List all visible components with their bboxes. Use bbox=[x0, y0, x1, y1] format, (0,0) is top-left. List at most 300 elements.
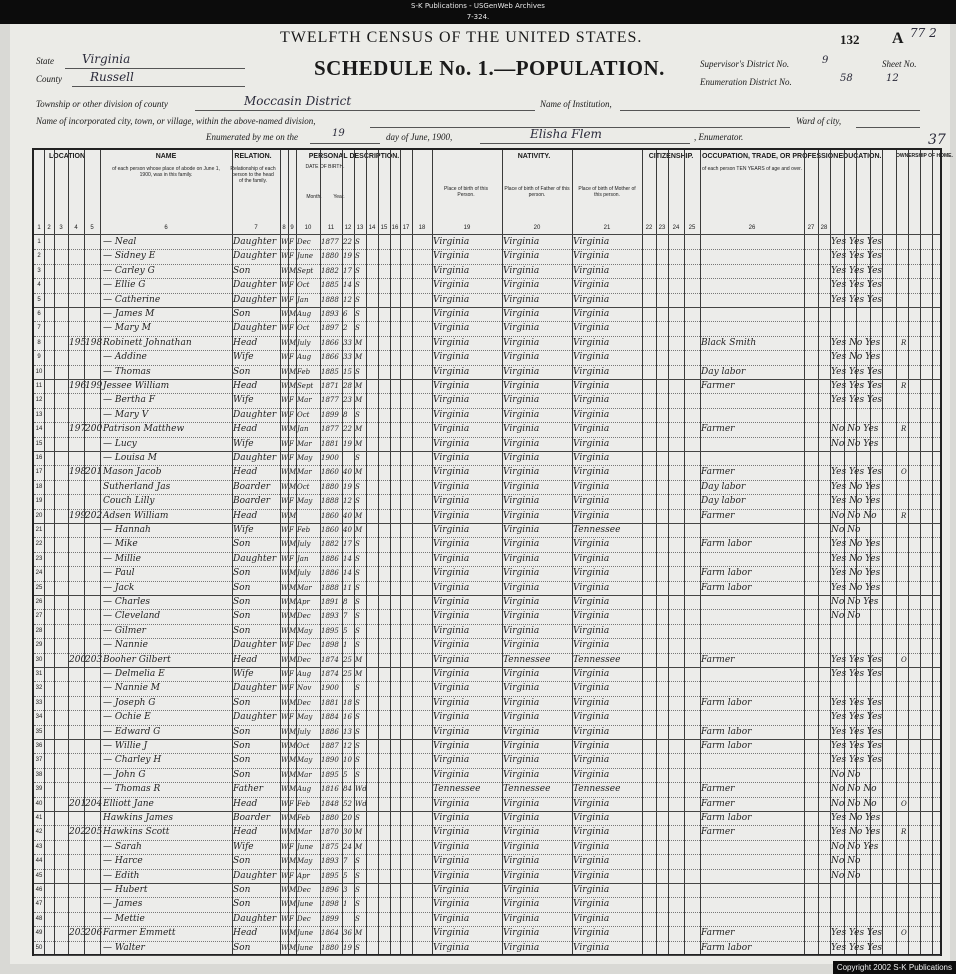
cell-mother: Virginia bbox=[573, 294, 610, 305]
cell-mother: Virginia bbox=[573, 568, 610, 579]
cell-line: 3 bbox=[37, 267, 41, 274]
cell-educ: No No Yes bbox=[831, 841, 879, 852]
cell-own: R bbox=[901, 828, 907, 837]
cell-year: 1881 bbox=[321, 439, 339, 448]
cell-occupation: Day labor bbox=[701, 496, 746, 507]
cell-dwelling bbox=[69, 494, 83, 508]
cell-father: Virginia bbox=[503, 539, 540, 550]
cell-educ: Yes Yes Yes bbox=[831, 741, 883, 751]
cell-educ bbox=[831, 681, 891, 695]
year-label: Year. bbox=[333, 194, 345, 200]
cell-own: O bbox=[901, 655, 907, 664]
table-row bbox=[34, 753, 940, 767]
cell-relation: Boarder bbox=[233, 813, 271, 823]
cell-birth: Virginia bbox=[433, 712, 470, 723]
cell-mother: Virginia bbox=[573, 885, 610, 895]
cell-educ: No No bbox=[831, 611, 861, 622]
cell-line: 48 bbox=[35, 915, 43, 922]
cell-year: 1890 bbox=[321, 756, 339, 765]
cell-birth: Virginia bbox=[433, 309, 470, 319]
cell-mother: Virginia bbox=[573, 769, 610, 780]
cell-own bbox=[901, 897, 911, 911]
cell-mother: Virginia bbox=[573, 726, 610, 737]
cell-name: Hawkins Scott bbox=[103, 827, 170, 838]
cell-educ: Yes Yes Yes bbox=[831, 381, 883, 391]
cell-color: W bbox=[281, 727, 289, 736]
cell-color: W bbox=[281, 742, 289, 750]
enumeration-label: Enumeration District No. bbox=[700, 77, 792, 87]
cell-age: 11 bbox=[343, 583, 352, 592]
cell-month: Dec bbox=[297, 641, 311, 650]
cell-own bbox=[901, 725, 911, 739]
cell-family bbox=[85, 725, 99, 739]
cell-month: Mar bbox=[297, 468, 312, 477]
cell-dwelling bbox=[69, 897, 83, 911]
cell-mother: Virginia bbox=[573, 481, 610, 492]
cell-birth: Virginia bbox=[433, 481, 470, 492]
group-personal: PERSONAL DESCRIPTION. bbox=[308, 153, 400, 160]
cell-age: 40 bbox=[343, 468, 352, 477]
cell-color: W bbox=[281, 554, 289, 563]
cell-father: Virginia bbox=[503, 669, 540, 679]
cell-sex: F bbox=[289, 526, 294, 534]
cell-family bbox=[85, 782, 99, 796]
cell-marital: S bbox=[355, 900, 360, 909]
cell-dwelling bbox=[69, 437, 83, 451]
cell-own bbox=[901, 869, 911, 883]
cell-color: W bbox=[281, 799, 289, 808]
cell-name: — Jack bbox=[103, 582, 135, 593]
cell-sex: M bbox=[289, 598, 297, 606]
cell-age: 16 bbox=[343, 713, 352, 722]
cell-year: 1866 bbox=[321, 353, 339, 362]
cell-father: Virginia bbox=[503, 741, 540, 751]
cell-marital: M bbox=[355, 353, 363, 362]
cell-father: Virginia bbox=[503, 323, 540, 334]
cell-mother: Virginia bbox=[573, 625, 610, 636]
cell-relation: Daughter bbox=[233, 409, 277, 420]
cell-father: Virginia bbox=[503, 755, 540, 766]
cell-family bbox=[85, 883, 99, 897]
cell-line: 16 bbox=[35, 455, 43, 461]
table-row bbox=[34, 235, 940, 249]
cell-mother: Virginia bbox=[573, 323, 610, 334]
cell-name: — Ochie E bbox=[103, 712, 151, 723]
table-row bbox=[34, 365, 940, 379]
cell-relation: Son bbox=[233, 568, 251, 579]
cell-father: Virginia bbox=[503, 395, 540, 406]
cell-family bbox=[85, 581, 99, 595]
cell-birth: Virginia bbox=[433, 366, 470, 377]
cell-own bbox=[901, 437, 911, 451]
cell-dwelling bbox=[69, 480, 83, 494]
cell-color: W bbox=[281, 295, 289, 304]
table-row bbox=[34, 336, 940, 350]
cell-color: W bbox=[281, 842, 289, 851]
cell-dwelling bbox=[69, 365, 83, 379]
cell-line: 45 bbox=[35, 872, 43, 879]
cell-educ: No No bbox=[831, 870, 861, 881]
cell-relation: Head bbox=[233, 467, 258, 478]
cell-father: Virginia bbox=[503, 438, 540, 449]
cell-line: 47 bbox=[35, 901, 43, 908]
cell-color: W bbox=[281, 281, 289, 290]
cell-color: W bbox=[281, 943, 289, 952]
cell-birth: Virginia bbox=[433, 467, 470, 478]
census-table bbox=[32, 148, 953, 956]
group-ownership: OWNERSHIP OF HOME. bbox=[896, 153, 953, 159]
cell-marital: S bbox=[355, 598, 360, 606]
cell-marital: S bbox=[355, 454, 360, 462]
cell-marital: S bbox=[355, 943, 360, 952]
cell-birth: Virginia bbox=[433, 251, 470, 262]
cell-mother: Virginia bbox=[573, 899, 610, 910]
cell-birth: Virginia bbox=[433, 237, 470, 247]
cell-marital: S bbox=[355, 569, 360, 578]
cell-relation: Head bbox=[233, 827, 258, 838]
cell-month: May bbox=[297, 857, 313, 866]
cell-mother: Virginia bbox=[573, 841, 610, 852]
cell-month: Dec bbox=[297, 238, 311, 246]
table-row bbox=[34, 941, 940, 955]
nativity-mother-label: Place of birth of Mother of this person. bbox=[578, 186, 636, 198]
cell-birth: Virginia bbox=[433, 697, 470, 708]
cell-color: W bbox=[281, 468, 289, 477]
cell-dwelling bbox=[69, 739, 83, 753]
cell-color: W bbox=[281, 396, 289, 405]
cell-occupation: Farm labor bbox=[701, 582, 752, 593]
cell-mother: Virginia bbox=[573, 510, 610, 521]
cell-name: Farmer Emmett bbox=[103, 928, 176, 939]
cell-dwelling bbox=[69, 624, 83, 638]
cell-educ bbox=[831, 321, 891, 335]
cell-occupation: Farmer bbox=[701, 827, 735, 838]
cell-educ: Yes Yes Yes bbox=[831, 669, 883, 679]
cell-dwelling bbox=[69, 869, 83, 883]
cell-mother: Virginia bbox=[573, 251, 610, 262]
cell-occupation bbox=[701, 293, 803, 307]
cell-dwelling bbox=[69, 811, 83, 825]
cell-occupation bbox=[701, 523, 803, 537]
cell-father: Virginia bbox=[503, 352, 540, 363]
cell-family bbox=[85, 350, 99, 364]
cell-marital: S bbox=[355, 497, 360, 506]
cell-family bbox=[85, 408, 99, 422]
column-number: 9 bbox=[290, 225, 294, 231]
cell-color: W bbox=[281, 929, 289, 938]
cell-year: 1888 bbox=[321, 583, 339, 592]
cell-father: Virginia bbox=[503, 928, 540, 939]
cell-educ bbox=[831, 408, 891, 422]
cell-age: 33 bbox=[343, 338, 352, 347]
cell-mother: Virginia bbox=[573, 424, 610, 435]
cell-birth: Virginia bbox=[433, 827, 470, 838]
cell-month: July bbox=[297, 569, 311, 578]
cell-sex: M bbox=[289, 756, 297, 765]
cell-educ bbox=[831, 624, 891, 638]
cell-year: 1864 bbox=[321, 929, 339, 938]
column-number: 28 bbox=[820, 225, 828, 231]
cell-family bbox=[85, 278, 99, 292]
cell-name: Booher Gilbert bbox=[103, 654, 171, 665]
cell-dwelling: 195 bbox=[69, 337, 87, 348]
cell-age: 12 bbox=[343, 742, 352, 750]
cell-name: — Bertha F bbox=[103, 395, 155, 406]
cell-sex: M bbox=[289, 266, 297, 275]
table-row bbox=[34, 451, 940, 465]
table-row bbox=[34, 422, 940, 436]
cell-year: 1848 bbox=[321, 799, 339, 808]
cell-educ: Yes No Yes bbox=[831, 496, 881, 507]
cell-sex: F bbox=[289, 238, 294, 246]
cell-marital: M bbox=[355, 526, 363, 534]
cell-year: 1870 bbox=[321, 828, 339, 837]
column-number: 11 bbox=[327, 225, 335, 231]
cell-month: Dec bbox=[297, 698, 311, 707]
cell-educ: No No No bbox=[831, 510, 877, 521]
table-row bbox=[34, 840, 940, 854]
cell-sex: F bbox=[289, 396, 294, 405]
cell-own bbox=[901, 393, 911, 407]
cell-year: 1900 bbox=[321, 454, 339, 462]
cell-marital: S bbox=[355, 770, 360, 779]
column-number: 10 bbox=[304, 225, 312, 231]
cell-month: May bbox=[297, 497, 313, 506]
cell-educ: Yes Yes Yes bbox=[831, 280, 883, 291]
table-row bbox=[34, 710, 940, 724]
cell-relation: Head bbox=[233, 381, 258, 391]
table-row bbox=[34, 278, 940, 292]
cell-name: — Carley G bbox=[103, 265, 155, 276]
cell-educ: No No Yes bbox=[831, 597, 879, 607]
table-row bbox=[34, 725, 940, 739]
cell-age: 25 bbox=[343, 670, 352, 678]
cell-own bbox=[901, 609, 911, 623]
cell-age: 40 bbox=[343, 526, 352, 534]
cell-father: Virginia bbox=[503, 611, 540, 622]
cell-month: July bbox=[297, 540, 311, 549]
group-name: NAME bbox=[155, 153, 177, 160]
cell-name: — James M bbox=[103, 309, 155, 319]
cell-age: 14 bbox=[343, 554, 352, 563]
cell-color: W bbox=[281, 497, 289, 506]
cell-family bbox=[85, 437, 99, 451]
cell-family bbox=[85, 537, 99, 551]
cell-year: 1880 bbox=[321, 814, 339, 822]
cell-relation: Boarder bbox=[233, 481, 271, 492]
cell-year: 1899 bbox=[321, 410, 339, 419]
schedule-title: SCHEDULE No. 1.—POPULATION. bbox=[314, 56, 665, 80]
cell-dwelling bbox=[69, 912, 83, 926]
cell-birth: Virginia bbox=[433, 640, 470, 651]
cell-marital: M bbox=[355, 842, 363, 851]
day-of-label: day of June, 1900, bbox=[386, 132, 453, 142]
cell-dwelling bbox=[69, 408, 83, 422]
cell-name: — Charles bbox=[103, 597, 151, 607]
column-number: 19 bbox=[463, 225, 471, 231]
cell-own: O bbox=[901, 929, 907, 938]
cell-own bbox=[901, 264, 911, 278]
cell-marital: M bbox=[355, 382, 363, 390]
cell-educ: Yes Yes Yes bbox=[831, 467, 883, 478]
cell-month: June bbox=[297, 943, 313, 952]
cell-age: 1 bbox=[343, 641, 348, 650]
cell-occupation bbox=[701, 552, 803, 566]
table-row bbox=[34, 408, 940, 422]
cell-sex: M bbox=[289, 857, 297, 866]
cell-year: 1885 bbox=[321, 367, 339, 376]
cell-family bbox=[85, 307, 99, 321]
cell-year: 1816 bbox=[321, 785, 339, 794]
cell-mother: Virginia bbox=[573, 928, 610, 939]
cell-year: 1896 bbox=[321, 886, 339, 894]
enumeration-value: 58 bbox=[840, 73, 853, 84]
cell-birth: Virginia bbox=[433, 769, 470, 780]
table-row bbox=[34, 681, 940, 695]
cell-occupation: Farm labor bbox=[701, 539, 752, 550]
cell-line: 20 bbox=[35, 512, 43, 519]
cell-sex: M bbox=[289, 482, 297, 491]
cell-marital: M bbox=[355, 670, 363, 678]
cell-own: R bbox=[901, 338, 907, 347]
cell-occupation bbox=[701, 624, 803, 638]
cell-educ: No No bbox=[831, 525, 861, 535]
cell-mother: Virginia bbox=[573, 582, 610, 593]
cell-birth: Virginia bbox=[433, 654, 470, 665]
cell-age: 5 bbox=[343, 626, 348, 635]
cell-month: July bbox=[297, 338, 311, 347]
cell-sex: F bbox=[289, 713, 294, 722]
cell-name: Mason Jacob bbox=[103, 467, 162, 478]
cell-month: Aug bbox=[297, 353, 312, 362]
cell-educ: Yes Yes Yes bbox=[831, 251, 883, 262]
cell-name: — Millie bbox=[103, 553, 141, 564]
cell-color: W bbox=[281, 900, 289, 909]
cell-father: Virginia bbox=[503, 769, 540, 780]
cell-marital: Wd bbox=[355, 799, 367, 808]
cell-relation: Daughter bbox=[233, 712, 277, 723]
cell-name: Jessee William bbox=[103, 381, 170, 391]
cell-birth: Virginia bbox=[433, 942, 470, 953]
cell-birth: Virginia bbox=[433, 582, 470, 593]
cell-line: 12 bbox=[35, 397, 43, 404]
cell-father: Virginia bbox=[503, 568, 540, 579]
cell-own bbox=[901, 451, 911, 465]
cell-family bbox=[85, 624, 99, 638]
cell-age: 22 bbox=[343, 425, 352, 434]
page-letter: A bbox=[892, 30, 904, 47]
cell-relation: Son bbox=[233, 582, 251, 593]
cell-year: 1897 bbox=[321, 324, 339, 333]
cell-marital: S bbox=[355, 252, 360, 261]
table-row bbox=[34, 912, 940, 926]
cell-relation: Daughter bbox=[233, 640, 277, 651]
cell-marital: M bbox=[355, 468, 363, 477]
cell-year: 1895 bbox=[321, 871, 339, 880]
cell-month: May bbox=[297, 454, 313, 462]
cell-sex: M bbox=[289, 612, 297, 621]
state-value: Virginia bbox=[82, 52, 131, 66]
cell-relation: Boarder bbox=[233, 496, 271, 507]
cell-name: — Delmelia E bbox=[103, 669, 165, 679]
cell-color: W bbox=[281, 914, 289, 923]
ward-label: Ward of city, bbox=[796, 116, 842, 126]
cell-name: — Mary V bbox=[103, 409, 149, 420]
table-row bbox=[34, 437, 940, 451]
cell-family bbox=[85, 235, 99, 249]
cell-mother: Tennessee bbox=[573, 784, 621, 795]
cell-relation: Wife bbox=[233, 438, 254, 449]
cell-own bbox=[901, 840, 911, 854]
cell-year: 1899 bbox=[321, 914, 339, 923]
cell-line: 49 bbox=[35, 930, 43, 937]
cell-name: — Nannie bbox=[103, 640, 148, 651]
cell-father: Tennessee bbox=[503, 654, 551, 665]
cell-line: 34 bbox=[35, 714, 43, 721]
cell-age: 23 bbox=[343, 396, 352, 405]
cell-line: 42 bbox=[35, 829, 43, 836]
cell-educ: Yes Yes Yes bbox=[831, 294, 883, 305]
cell-age: 14 bbox=[343, 569, 352, 578]
cell-mother: Virginia bbox=[573, 409, 610, 420]
enumerated-day: 19 bbox=[332, 128, 345, 139]
cell-birth: Virginia bbox=[433, 741, 470, 751]
cell-line: 44 bbox=[35, 858, 43, 865]
cell-year: 1898 bbox=[321, 900, 339, 909]
cell-relation: Son bbox=[233, 539, 251, 550]
cell-educ: Yes Yes Yes bbox=[831, 726, 883, 737]
cell-sex: M bbox=[289, 900, 297, 909]
cell-birth: Virginia bbox=[433, 525, 470, 535]
cell-color: W bbox=[281, 353, 289, 362]
column-number: 15 bbox=[380, 225, 388, 231]
cell-mother: Virginia bbox=[573, 366, 610, 377]
cell-sex: M bbox=[289, 886, 297, 894]
cell-year: 1884 bbox=[321, 713, 339, 722]
cell-own bbox=[901, 566, 911, 580]
cell-father: Virginia bbox=[503, 381, 540, 391]
institution-line bbox=[620, 110, 920, 111]
cell-educ bbox=[831, 307, 891, 321]
cell-dwelling bbox=[69, 321, 83, 335]
cell-year: 1880 bbox=[321, 943, 339, 952]
cell-mother: Tennessee bbox=[573, 654, 621, 665]
cell-dwelling bbox=[69, 537, 83, 551]
cell-age: 19 bbox=[343, 943, 352, 952]
cell-name: Elliott Jane bbox=[103, 798, 154, 809]
cell-own bbox=[901, 667, 911, 681]
cell-marital: Wd bbox=[355, 785, 367, 794]
cell-educ: Yes Yes Yes bbox=[831, 265, 883, 276]
cell-color: W bbox=[281, 324, 289, 333]
banner-line-1: S-K Publications - USGenWeb Archives bbox=[411, 2, 545, 10]
cell-father: Virginia bbox=[503, 798, 540, 809]
cell-educ: No No bbox=[831, 856, 861, 867]
cell-educ: Yes Yes Yes bbox=[831, 366, 883, 377]
cell-marital: S bbox=[355, 742, 360, 750]
cell-year: 1895 bbox=[321, 626, 339, 635]
cell-dwelling: 202 bbox=[69, 827, 87, 838]
cell-month: Aug bbox=[297, 310, 312, 318]
cell-dwelling bbox=[69, 753, 83, 767]
group-occupation: OCCUPATION, TRADE, OR PROFESSION bbox=[702, 153, 839, 160]
table-row bbox=[34, 552, 940, 566]
cell-sex: M bbox=[289, 943, 297, 952]
cell-sex: F bbox=[289, 871, 294, 880]
cell-occupation bbox=[701, 912, 803, 926]
cell-educ: No No bbox=[831, 769, 861, 780]
cell-mother: Virginia bbox=[573, 827, 610, 838]
